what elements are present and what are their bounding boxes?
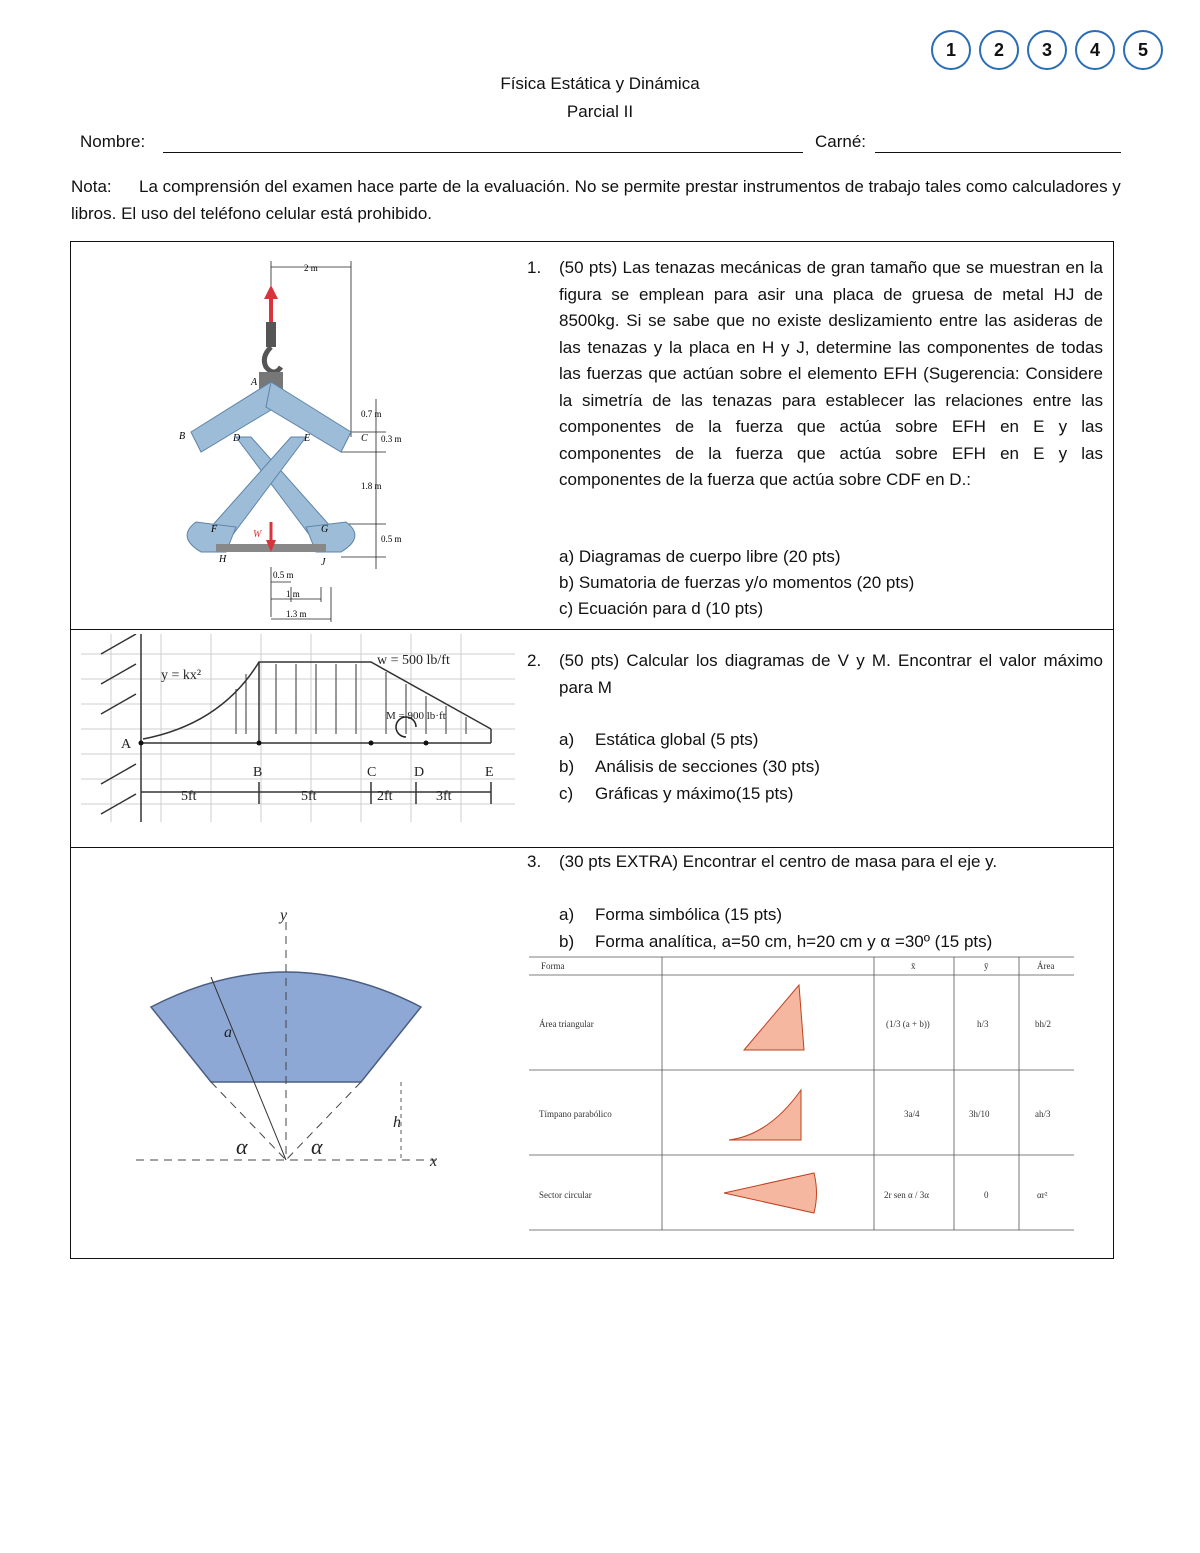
label-alpha-1: α xyxy=(236,1134,248,1159)
point-A: A xyxy=(251,377,258,388)
problem-2-item-a xyxy=(559,727,758,754)
point-H: H xyxy=(219,554,227,565)
circle-5: 5 xyxy=(1123,30,1163,70)
col-header-y: ȳ xyxy=(984,961,989,971)
beam-figure xyxy=(81,634,515,822)
row-triangle-area: bh/2 xyxy=(1035,1019,1052,1029)
row-triangle-y: h/3 xyxy=(977,1019,989,1029)
circle-3: 3 xyxy=(1027,30,1067,70)
problem-3-number: 3. xyxy=(527,852,542,871)
problem-1-item-c: c) Ecuación para d (10 pts) xyxy=(559,599,764,618)
parabolic-spandrel-icon xyxy=(729,1090,801,1140)
problem-3-text: (30 pts EXTRA) Encontrar el centro de masa para el eje y. xyxy=(559,852,998,871)
problem-2 xyxy=(527,648,1103,838)
dim-1.8m: 1.8 m xyxy=(361,481,382,491)
row-sector-x: 2r sen α / 3α xyxy=(884,1190,929,1200)
col-header-shape: Forma xyxy=(541,961,565,971)
col-header-area: Área xyxy=(1037,961,1055,971)
item-text: Forma simbólica (15 pts) xyxy=(595,905,783,924)
point-C: C xyxy=(361,433,368,444)
support-A xyxy=(139,741,144,746)
note-label: Nota: xyxy=(71,177,112,196)
name-field-line[interactable] xyxy=(163,152,803,153)
lift-arrowhead xyxy=(264,285,278,299)
dim-0.5m: 0.5 m xyxy=(381,534,402,544)
problem-1-item-a: a) Diagramas de cuerpo libre (20 pts) xyxy=(559,547,841,566)
page-subtitle: Parcial II xyxy=(566,102,634,121)
row-spandrel-y: 3h/10 xyxy=(969,1109,990,1119)
row-divider-1 xyxy=(71,629,1113,630)
triangle-shape-icon xyxy=(744,985,804,1050)
problem-2-item-b xyxy=(559,754,820,781)
dim-0.5m-bottom: 0.5 m xyxy=(273,570,294,580)
item-text: Estática global (5 pts) xyxy=(595,730,759,749)
item-key: b) xyxy=(559,932,575,951)
problem-2-item-c xyxy=(559,781,793,808)
problem-3 xyxy=(527,849,1103,959)
item-key: c) xyxy=(559,784,574,803)
label-alpha-2: α xyxy=(311,1134,323,1159)
item-text: Forma analítica, a=50 cm, h=20 cm y α =30º (15 pts) xyxy=(595,932,993,951)
problem-2-text: (50 pts) Calcular los diagramas de V y M. Encontrar el valor máximo para M xyxy=(559,651,1103,697)
dim-1m: 1 m xyxy=(286,589,300,599)
item-key: a) xyxy=(559,730,575,749)
item-key: a) xyxy=(559,905,575,924)
item-text: Análisis de secciones (30 pts) xyxy=(595,757,820,776)
dim-0.3m: 0.3 m xyxy=(381,434,402,444)
problem-1-number: 1. xyxy=(527,258,542,277)
problem-2-number: 2. xyxy=(527,651,542,670)
problem-1-item-b: b) Sumatoria de fuerzas y/o momentos (20 pts) xyxy=(559,573,915,592)
point-G: G xyxy=(321,524,329,535)
span-3: 2ft xyxy=(377,789,393,804)
tongs-figure xyxy=(171,257,511,627)
row-triangle-name: Área triangular xyxy=(539,1019,594,1029)
dim-0.7m: 0.7 m xyxy=(361,409,382,419)
row-sector-y: 0 xyxy=(984,1190,989,1200)
item-text: Gráficas y máximo(15 pts) xyxy=(595,784,794,803)
exam-table xyxy=(70,241,1114,1259)
label-y-kx2: y = kx² xyxy=(161,668,202,683)
circular-sector-icon xyxy=(724,1173,817,1213)
page-title: Física Estática y Dinámica xyxy=(500,74,700,93)
beam-point-C: C xyxy=(367,765,377,780)
beam-point-E: E xyxy=(485,765,494,780)
point-C-dot xyxy=(369,741,374,746)
item-key: b) xyxy=(559,757,575,776)
col-header-x: x̄ xyxy=(911,961,916,971)
distributed-load-arrows xyxy=(236,664,466,734)
span-2: 5ft xyxy=(301,789,317,804)
row-spandrel-area: ah/3 xyxy=(1035,1109,1051,1119)
beam-point-D: D xyxy=(414,765,425,780)
point-B-dot xyxy=(257,741,262,746)
label-h: h xyxy=(393,1114,401,1131)
point-F: F xyxy=(211,524,218,535)
circle-1: 1 xyxy=(931,30,971,70)
circle-2: 2 xyxy=(979,30,1019,70)
point-D: D xyxy=(233,433,241,444)
centroid-table xyxy=(529,955,1074,1231)
label-a: a xyxy=(224,1024,232,1041)
lifting-hook xyxy=(264,347,281,372)
name-row xyxy=(80,132,1120,156)
point-B: B xyxy=(179,431,186,442)
problem-3-item-b xyxy=(559,929,992,956)
row-sector-area: αr² xyxy=(1037,1190,1048,1200)
note xyxy=(71,173,1121,227)
point-E: E xyxy=(304,433,311,444)
row-divider-2 xyxy=(71,847,1113,848)
point-D-dot xyxy=(424,741,429,746)
span-4: 3ft xyxy=(436,789,452,804)
row-spandrel-name: Tímpano parabólico xyxy=(539,1109,612,1119)
dim-1.3m: 1.3 m xyxy=(286,609,307,619)
name-label: Nombre: xyxy=(80,132,146,151)
sector-figure xyxy=(136,902,456,1172)
row-triangle-x: (1/3 (a + b)) xyxy=(886,1019,930,1029)
axis-x: x xyxy=(430,1153,438,1170)
problem-1-text: (50 pts) Las tenazas mecánicas de gran tamaño que se muestran en la figura se emplean para asir una placa de gruesa de metal HJ de 8500kg. Si se sabe que no existe deslizamiento entre las asideras de las tenazas y la placa en H y J, determine las componentes de todas las fuerzas que actúan sobre el elemento EFH (Sugerencia: Considere la simetría de las tenazas para establecer las relaciones entre las componentes de la fuerza que actúa sobre EFH en E y las componentes de la fuerza que actúa sobre EFH en E y las componentes de la fuerza que actúa sobre CDF en D.: xyxy=(559,258,1103,489)
label-M: M = 900 lb·ft xyxy=(386,710,446,722)
span-1: 5ft xyxy=(181,789,197,804)
axis-y: y xyxy=(280,907,288,924)
point-J: J xyxy=(321,557,326,568)
dim-2m: 2 m xyxy=(304,263,318,273)
note-text: La comprensión del examen hace parte de la evaluación. No se permite prestar instrumentos de trabajo tales como calculadores y libros. El uso del teléfono celular está prohibido. xyxy=(71,177,1121,223)
lifting-shackle xyxy=(266,322,276,347)
beam-point-A: A xyxy=(121,737,132,752)
circle-4: 4 xyxy=(1075,30,1115,70)
problem-3-item-a xyxy=(559,902,782,929)
row-spandrel-x: 3a/4 xyxy=(904,1109,920,1119)
id-label: Carné: xyxy=(815,132,867,151)
problem-1 xyxy=(527,255,1103,625)
row-sector-name: Sector circular xyxy=(539,1190,592,1200)
beam-point-B: B xyxy=(253,765,263,780)
label-W: W xyxy=(253,529,262,540)
label-w: w = 500 lb/ft xyxy=(377,653,450,668)
id-field-line[interactable] xyxy=(875,152,1121,153)
page-indicator-circles xyxy=(931,30,1168,70)
